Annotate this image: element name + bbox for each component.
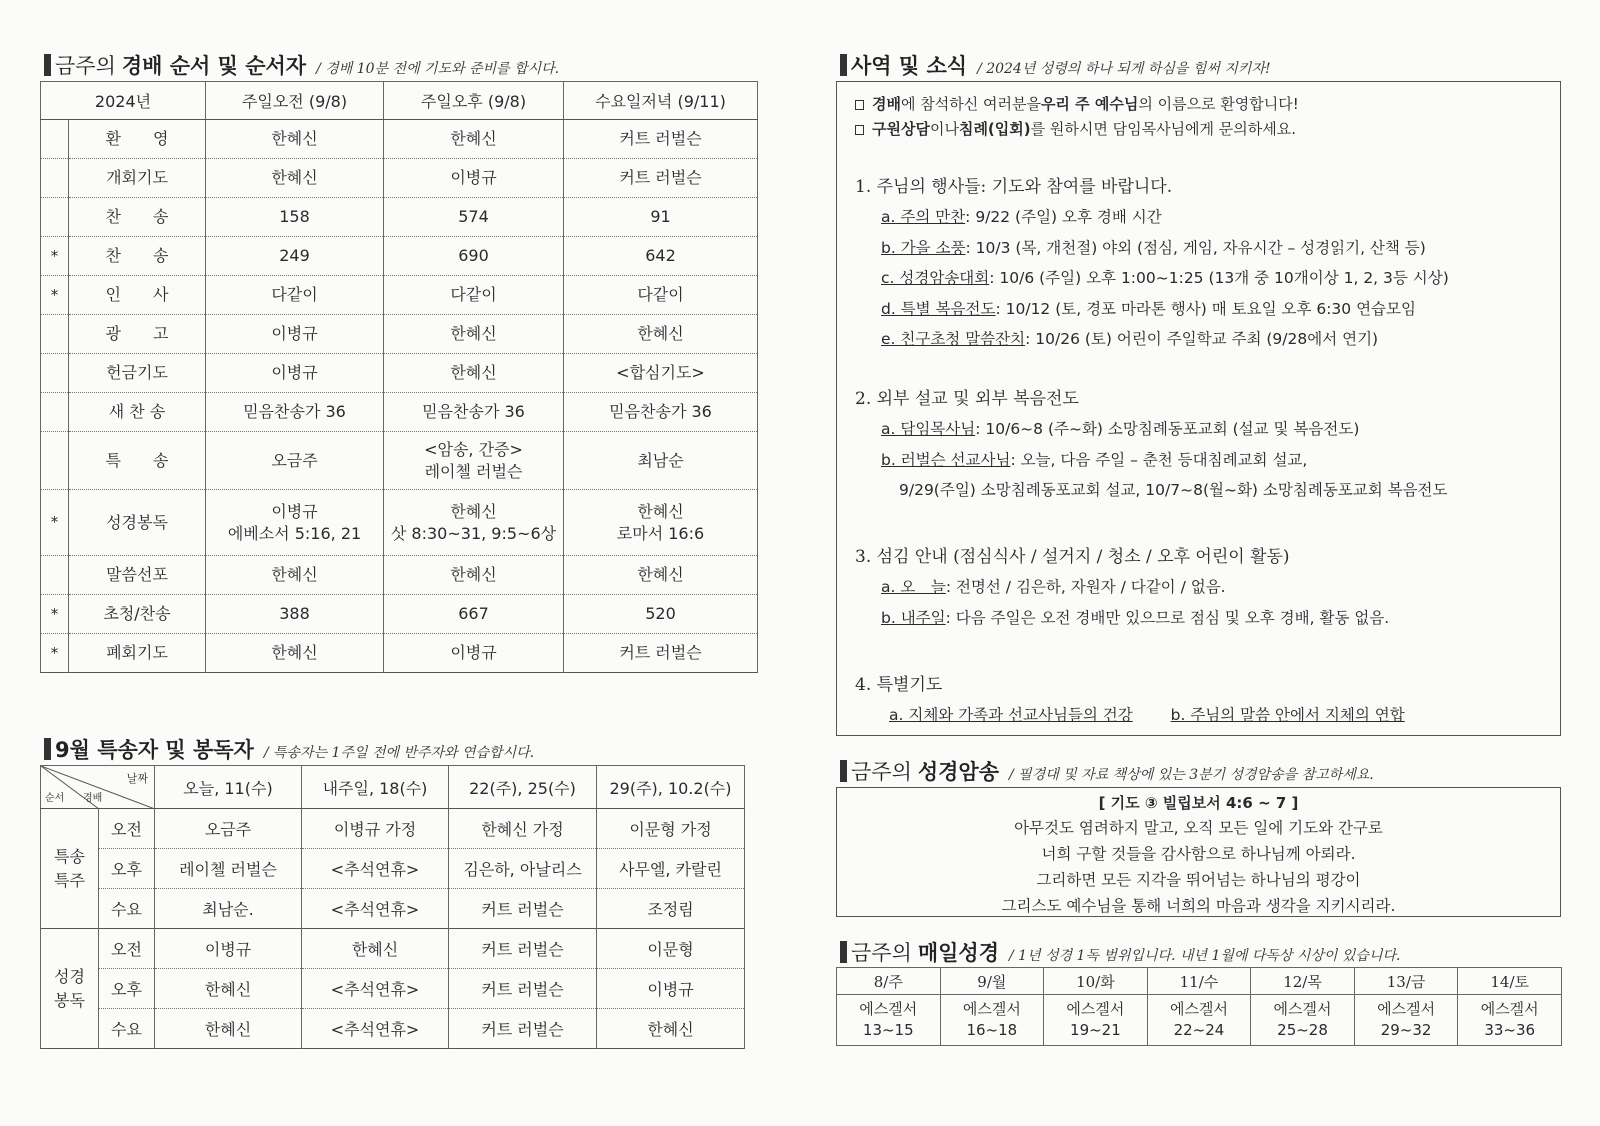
table-row xyxy=(41,889,745,929)
cell: <추석연휴> xyxy=(302,1009,449,1049)
title-main: 성경암송 xyxy=(917,760,1000,784)
title-main: 사역 및 소식 xyxy=(851,54,968,78)
cell: <추석연휴> xyxy=(302,889,449,929)
table-row xyxy=(41,634,758,673)
sub-label: b. 가을 소풍 xyxy=(881,238,966,257)
cell: 이문형 가정 xyxy=(597,809,745,849)
table-row xyxy=(41,159,758,198)
order-label: 인 사 xyxy=(69,276,206,315)
cell-wed: 520 xyxy=(564,595,758,634)
cell-pm: 다같이 xyxy=(384,276,564,315)
news-sub-item xyxy=(855,202,1449,233)
cell-pm xyxy=(384,432,564,490)
news-box xyxy=(836,81,1561,736)
reading-cell xyxy=(837,995,941,1046)
cell-wed: 최남순 xyxy=(564,432,758,490)
cell-pm: 한혜신 xyxy=(384,120,564,159)
news-sub-item xyxy=(855,324,1449,355)
table-row xyxy=(41,849,745,889)
news-sub-item xyxy=(855,263,1449,294)
stand-marker: * xyxy=(41,595,69,634)
cell-pm: 한혜신 xyxy=(384,354,564,393)
book: 에스겔서 xyxy=(1066,1000,1125,1018)
table-row xyxy=(41,595,758,634)
day-header: 10/화 xyxy=(1044,968,1148,995)
counsel-notice xyxy=(855,117,1542,142)
title-bar-icon xyxy=(840,760,847,782)
chapters: 25~28 xyxy=(1277,1021,1328,1039)
book: 에스겔서 xyxy=(1169,1000,1228,1018)
sub-label: a. 오 늘 xyxy=(881,578,946,596)
sub-text: : 10/26 (토) 어린이 주일학교 주최 (9/28에서 연기) xyxy=(1025,330,1379,348)
service-label: 수요 xyxy=(99,889,155,929)
cell: 한혜신 xyxy=(155,969,302,1009)
header-wednesday: 수요일저녁 (9/11) xyxy=(564,82,758,120)
day-header: 12/목 xyxy=(1251,968,1355,995)
cell-pm xyxy=(384,490,564,556)
reading-cell xyxy=(940,995,1044,1046)
daily-bible-table xyxy=(836,967,1562,1046)
cell: 이병규 xyxy=(597,969,745,1009)
stand-marker: * xyxy=(41,237,69,276)
cell: 한혜신 가정 xyxy=(449,809,597,849)
sub-text: : 오늘, 다음 주일 – 춘천 등대침례교회 설교, xyxy=(1010,450,1308,469)
order-label: 찬 송 xyxy=(69,198,206,237)
table-row xyxy=(41,1009,745,1049)
title-prefix: 금주의 xyxy=(851,941,912,965)
bold-text: 침례(입회) xyxy=(958,120,1031,138)
sub-text: : 10/6 (주일) 오후 1:00~1:25 (13개 중 10개이상 1, 2, 3등 시상) xyxy=(989,269,1449,287)
cell-wed: <합심기도> xyxy=(564,354,758,393)
text: 이나 xyxy=(929,120,959,138)
table-header-row xyxy=(837,968,1562,995)
welcome-notice xyxy=(855,92,1542,117)
service-label: 오전 xyxy=(99,809,155,849)
book: 에스겔서 xyxy=(1377,1000,1436,1018)
table-row xyxy=(41,276,758,315)
reader-name: 한혜신 xyxy=(450,501,497,521)
sub-label: a. 담임목사님 xyxy=(881,420,976,438)
cell-am: 이병규 xyxy=(206,315,384,354)
sub-text: : 다음 주일은 오전 경배만 있으므로 점심 및 오후 경배, 활동 없음. xyxy=(945,608,1390,627)
news-heading: 3. 섬김 안내 (점심식사 / 설거지 / 청소 / 오후 어린이 활동) xyxy=(855,547,1290,567)
cell-am: 믿음찬송가 36 xyxy=(206,393,384,432)
bold-text: 우리 주 예수님 xyxy=(1040,95,1139,113)
group-label-line1: 특송 xyxy=(54,847,85,867)
sub-text: : 10/3 (목, 개천절) 야외 (점심, 게임, 자유시간 – 성경읽기, 산책 등) xyxy=(965,238,1426,257)
daily-section-title xyxy=(840,937,1400,967)
cell-pm: 574 xyxy=(384,198,564,237)
checkbox-square-icon xyxy=(855,125,864,135)
stand-marker xyxy=(41,120,69,159)
cell-pm-line1: <암송, 간증> xyxy=(424,439,523,459)
title-prefix: 금주의 xyxy=(55,54,116,78)
header-week-1: 오늘, 11(수) xyxy=(155,766,302,809)
title-main: 경배 순서 및 순서자 xyxy=(121,54,307,78)
reading-cell xyxy=(1354,995,1458,1046)
table-row xyxy=(41,237,758,276)
order-label: 폐회기도 xyxy=(69,634,206,673)
reading-cell xyxy=(1044,995,1148,1046)
title-subtitle: / 필경대 및 자료 책상에 있는 3분기 성경암송을 참고하세요. xyxy=(1009,767,1374,783)
stand-marker xyxy=(41,198,69,237)
verse-section-title xyxy=(840,756,1374,786)
news-item-outreach xyxy=(855,384,1448,506)
table-row xyxy=(41,929,745,969)
news-sub-continuation: 9/29(주일) 소망침례동포교회 설교, 10/7~8(월~화) 소망침례동포교회 복음전도 xyxy=(899,481,1448,499)
day-header: 8/주 xyxy=(837,968,941,995)
table-row xyxy=(837,995,1562,1046)
title-main: 매일성경 xyxy=(917,941,1000,965)
group-label-line2: 특주 xyxy=(54,870,85,890)
cell-pm: 한혜신 xyxy=(384,556,564,595)
table-row xyxy=(41,969,745,1009)
cell: 레이첼 러벌슨 xyxy=(155,849,302,889)
day-header: 14/토 xyxy=(1458,968,1562,995)
cell: 이병규 xyxy=(155,929,302,969)
table-row xyxy=(41,809,745,849)
cell-pm: 이병규 xyxy=(384,159,564,198)
table-row xyxy=(41,490,758,556)
book: 에스겔서 xyxy=(1273,1000,1332,1018)
title-bar-icon xyxy=(44,738,51,760)
cell-wed: 커트 러벌슨 xyxy=(564,634,758,673)
cell-pm: 한혜신 xyxy=(384,315,564,354)
cell-am: 한혜신 xyxy=(206,556,384,595)
stand-marker xyxy=(41,432,69,490)
title-subtitle: / 1년 성경 1독 범위입니다. 내년 1월에 다독상 시상이 있습니다. xyxy=(1009,948,1401,964)
title-subtitle: / 경배 10분 전에 기도와 준비를 합시다. xyxy=(316,61,560,77)
order-label: 특 송 xyxy=(69,432,206,490)
cell: <추석연휴> xyxy=(302,849,449,889)
chapters: 13~15 xyxy=(862,1021,914,1039)
title-subtitle: / 2024년 성령의 하나 되게 하심을 힘써 지키자! xyxy=(977,61,1271,77)
news-heading: 4. 특별기도 xyxy=(855,675,943,695)
september-schedule-table xyxy=(40,765,745,1049)
book: 에스겔서 xyxy=(859,1000,918,1018)
group-label-line2: 봉독 xyxy=(54,990,85,1010)
header-year: 2024년 xyxy=(41,82,206,120)
cell: 이병규 가정 xyxy=(302,809,449,849)
verse-line: 그리스도 예수님을 통해 너희의 마음과 생각을 지키시리라. xyxy=(1001,897,1396,915)
cell: 오금주 xyxy=(155,809,302,849)
cell: 한혜신 xyxy=(155,1009,302,1049)
header-sunday-am: 주일오전 (9/8) xyxy=(206,82,384,120)
service-label: 오후 xyxy=(99,969,155,1009)
news-heading: 2. 외부 설교 및 외부 복음전도 xyxy=(855,389,1079,409)
cell-wed xyxy=(564,490,758,556)
sub-text: : 10/6~8 (주~화) 소망침례동포교회 (설교 및 복음전도) xyxy=(975,420,1360,438)
reader-name: 한혜신 xyxy=(637,501,684,521)
title-bar-icon xyxy=(840,941,847,963)
memory-verse-box xyxy=(836,787,1561,917)
stand-marker xyxy=(41,393,69,432)
cell-wed: 커트 러벌슨 xyxy=(564,120,758,159)
table-header-row xyxy=(41,82,758,120)
cell-am: 388 xyxy=(206,595,384,634)
prayer-item-a: a. 지체와 가족과 선교사님들의 건강 xyxy=(889,706,1133,724)
cell: 커트 러벌슨 xyxy=(449,1009,597,1049)
table-row xyxy=(41,556,758,595)
chapters: 19~21 xyxy=(1070,1021,1121,1039)
text: 에 참석하신 여러분을 xyxy=(900,95,1041,113)
sub-label: b. 내주일 xyxy=(881,608,946,627)
checkbox-square-icon xyxy=(855,100,864,110)
cell-pm: 667 xyxy=(384,595,564,634)
stand-marker xyxy=(41,159,69,198)
sub-label: b. 러벌슨 선교사님 xyxy=(881,450,1011,469)
sub-text: : 10/12 (토, 경포 마라톤 행사) 매 토요일 오후 6:30 연습모임 xyxy=(995,299,1416,318)
cell: 최남순. xyxy=(155,889,302,929)
verse-reference: [ 기도 ③ 빌립보서 4:6 ~ 7 ] xyxy=(1098,794,1299,812)
stand-marker: * xyxy=(41,634,69,673)
corner-order-label: 순서 xyxy=(45,793,65,804)
table-row xyxy=(41,198,758,237)
scripture-ref: 삿 8:30~31, 9:5~6상 xyxy=(390,523,557,543)
sub-text: : 전명선 / 김은하, 자원자 / 다같이 / 없음. xyxy=(945,578,1226,596)
service-label: 오후 xyxy=(99,849,155,889)
sub-label: a. 주의 만찬 xyxy=(881,208,966,226)
order-label: 새 찬 송 xyxy=(69,393,206,432)
sub-label: d. 특별 복음전도 xyxy=(881,299,996,318)
corner-service-label: 경배 xyxy=(83,793,103,804)
title-subtitle: / 특송자는 1주일 전에 반주자와 연습합시다. xyxy=(263,745,535,761)
header-sunday-pm: 주일오후 (9/8) xyxy=(384,82,564,120)
header-week-3: 22(주), 25(수) xyxy=(449,766,597,809)
chapters: 29~32 xyxy=(1380,1021,1432,1039)
cell-wed: 한혜신 xyxy=(564,556,758,595)
news-sub-item xyxy=(855,445,1448,476)
title-main: 9월 특송자 및 봉독자 xyxy=(55,738,254,762)
cell: 한혜신 xyxy=(597,1009,745,1049)
cell-wed: 믿음찬송가 36 xyxy=(564,393,758,432)
cell-wed: 다같이 xyxy=(564,276,758,315)
cell-am: 249 xyxy=(206,237,384,276)
table-row xyxy=(41,315,758,354)
cell-am: 다같이 xyxy=(206,276,384,315)
sept-section-title xyxy=(44,734,534,764)
order-label: 초청/찬송 xyxy=(69,595,206,634)
order-label: 말씀선포 xyxy=(69,556,206,595)
news-item-events xyxy=(855,172,1449,355)
corner-date-label: 날짜 xyxy=(126,772,148,785)
table-row xyxy=(41,432,758,490)
worship-order-table xyxy=(40,81,758,673)
cell-am: 한혜신 xyxy=(206,159,384,198)
cell: 조정림 xyxy=(597,889,745,929)
table-row xyxy=(41,354,758,393)
order-label: 개회기도 xyxy=(69,159,206,198)
text: 를 원하시면 담임목사님에게 문의하세요. xyxy=(1030,120,1297,138)
sub-text: : 9/22 (주일) 오후 경배 시간 xyxy=(965,208,1162,226)
table-row xyxy=(41,120,758,159)
book: 에스겔서 xyxy=(962,1000,1021,1018)
cell-pm: 믿음찬송가 36 xyxy=(384,393,564,432)
cell-wed: 91 xyxy=(564,198,758,237)
news-item-prayer xyxy=(855,670,1405,731)
cell-am: 158 xyxy=(206,198,384,237)
cell-am xyxy=(206,490,384,556)
cell-am: 오금주 xyxy=(206,432,384,490)
stand-marker xyxy=(41,556,69,595)
news-sub-item xyxy=(855,414,1448,445)
stand-marker xyxy=(41,354,69,393)
order-label: 찬 송 xyxy=(69,237,206,276)
order-label: 환 영 xyxy=(69,120,206,159)
day-header: 9/월 xyxy=(940,968,1044,995)
order-section-title xyxy=(44,50,559,80)
bold-text: 구원상담 xyxy=(872,120,930,138)
reading-cell xyxy=(1458,995,1562,1046)
title-bar-icon xyxy=(44,54,51,76)
prayer-items xyxy=(855,700,1405,731)
chapters: 33~36 xyxy=(1484,1021,1536,1039)
cell: 커트 러벌슨 xyxy=(449,929,597,969)
cell-wed: 642 xyxy=(564,237,758,276)
scripture-ref: 로마서 16:6 xyxy=(616,523,705,543)
news-sub-item xyxy=(855,233,1449,264)
reading-cell xyxy=(1251,995,1355,1046)
day-header: 13/금 xyxy=(1354,968,1458,995)
verse-line: 그리하면 모든 지각을 뛰어넘는 하나님의 평강이 xyxy=(1036,871,1361,889)
cell-pm-line2: 레이첼 러벌슨 xyxy=(424,461,523,481)
cell-am: 이병규 xyxy=(206,354,384,393)
scripture-ref: 에베소서 5:16, 21 xyxy=(227,523,362,543)
reader-name: 이병규 xyxy=(271,501,318,521)
day-header: 11/수 xyxy=(1147,968,1251,995)
cell: 커트 러벌슨 xyxy=(449,889,597,929)
group-label-special-music xyxy=(41,809,99,929)
cell-wed: 커트 러벌슨 xyxy=(564,159,758,198)
news-sub-item xyxy=(855,603,1389,634)
title-bar-icon xyxy=(840,54,847,76)
chapters: 22~24 xyxy=(1173,1021,1225,1039)
group-label-line1: 성경 xyxy=(54,967,85,987)
service-label: 수요 xyxy=(99,1009,155,1049)
cell: 이문형 xyxy=(597,929,745,969)
text: 의 이름으로 환영합니다! xyxy=(1138,95,1299,113)
cell: 한혜신 xyxy=(302,929,449,969)
sub-label: c. 성경암송대회 xyxy=(881,269,990,287)
group-label-scripture-reading xyxy=(41,929,99,1049)
verse-line: 너희 구할 것들을 감사함으로 하나님께 아뢰라. xyxy=(1041,845,1356,863)
sub-label: e. 친구초청 말씀잔치 xyxy=(881,330,1026,348)
news-item-service xyxy=(855,542,1389,633)
bold-text: 경배 xyxy=(872,95,901,113)
cell: <추석연휴> xyxy=(302,969,449,1009)
prayer-item-b: b. 주님의 말씀 안에서 지체의 연합 xyxy=(1170,706,1405,724)
cell: 김은하, 아날리스 xyxy=(449,849,597,889)
cell-pm: 690 xyxy=(384,237,564,276)
stand-marker: * xyxy=(41,490,69,556)
table-header-row xyxy=(41,766,745,809)
news-sub-item xyxy=(855,294,1449,325)
cell: 커트 러벌슨 xyxy=(449,969,597,1009)
corner-header xyxy=(41,766,155,809)
order-label: 성경봉독 xyxy=(69,490,206,556)
cell: 사무엘, 카랄린 xyxy=(597,849,745,889)
cell-am: 한혜신 xyxy=(206,120,384,159)
cell-pm: 이병규 xyxy=(384,634,564,673)
news-sub-item xyxy=(855,572,1389,603)
header-week-4: 29(주), 10.2(수) xyxy=(597,766,745,809)
cell-wed: 한혜신 xyxy=(564,315,758,354)
book: 에스겔서 xyxy=(1480,1000,1539,1018)
cell-am: 한혜신 xyxy=(206,634,384,673)
verse-line: 아무것도 염려하지 말고, 오직 모든 일에 기도와 간구로 xyxy=(1014,819,1383,837)
stand-marker: * xyxy=(41,276,69,315)
chapters: 16~18 xyxy=(966,1021,1018,1039)
service-label: 오전 xyxy=(99,929,155,969)
reading-cell xyxy=(1147,995,1251,1046)
order-label: 헌금기도 xyxy=(69,354,206,393)
news-heading: 1. 주님의 행사들: 기도와 참여를 바랍니다. xyxy=(855,177,1173,197)
title-prefix: 금주의 xyxy=(851,760,912,784)
order-label: 광 고 xyxy=(69,315,206,354)
news-section-title xyxy=(840,50,1271,80)
header-week-2: 내주일, 18(수) xyxy=(302,766,449,809)
stand-marker xyxy=(41,315,69,354)
table-row xyxy=(41,393,758,432)
